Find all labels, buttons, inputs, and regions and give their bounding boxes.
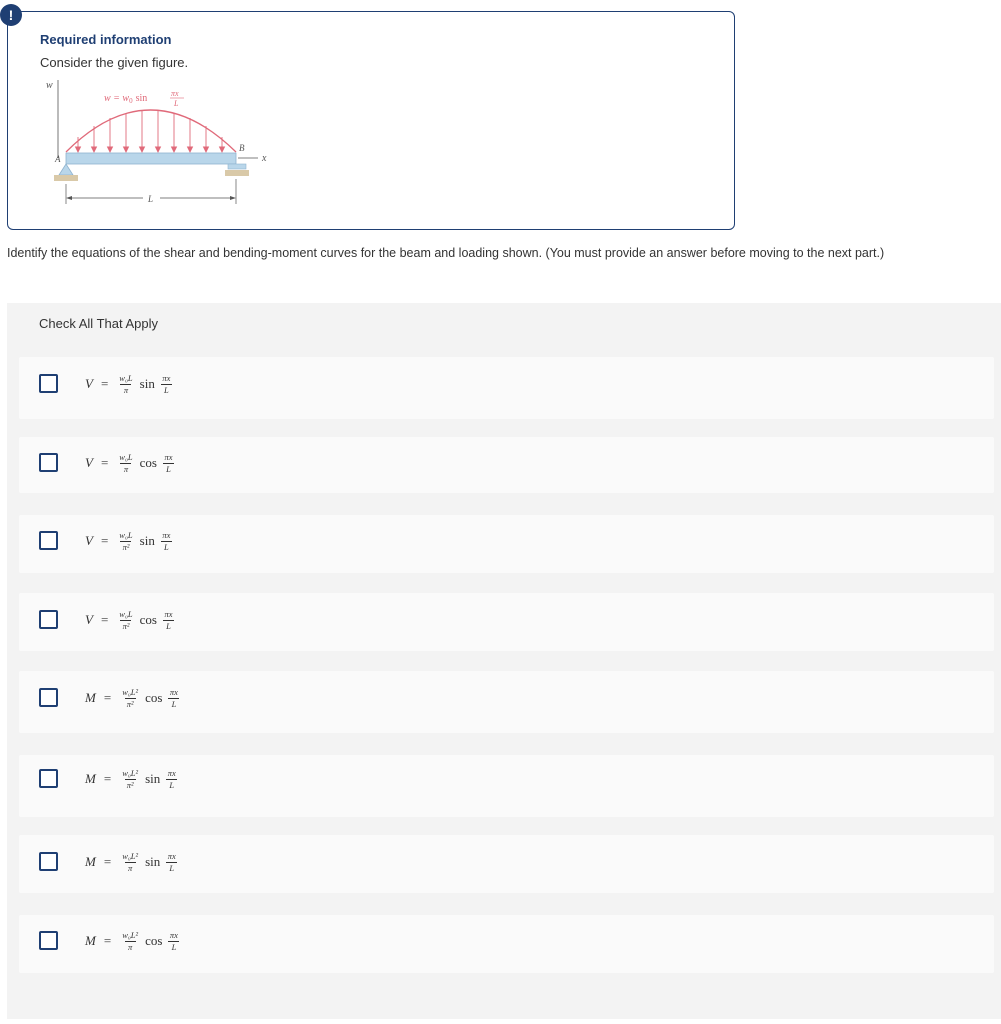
argument-numerator: πx [162,530,171,540]
answer-option[interactable] [19,671,994,733]
equation-variable: M [85,933,96,948]
option-checkbox[interactable] [39,852,58,871]
argument-fraction [166,852,177,872]
coefficient-fraction [121,931,139,951]
load-frac-den: L [174,99,179,108]
coefficient-fraction [118,453,133,473]
equals-sign: = [100,533,109,548]
argument-numerator: πx [167,768,176,778]
required-information-title: Required information [40,32,172,47]
equation-variable: V [85,533,93,548]
exclamation-icon: ! [0,4,22,26]
trig-function: sin [145,854,161,869]
ground-b [225,170,249,176]
label-l: L [148,194,154,204]
equals-sign: = [103,771,112,786]
option-checkbox[interactable] [39,931,58,950]
load-curve [66,110,236,152]
coefficient-denominator: π² [125,779,136,790]
argument-denominator: L [166,779,177,790]
equation-variable: M [85,690,96,705]
argument-numerator: πx [169,930,178,940]
coefficient-denominator: π² [120,541,131,552]
coefficient-denominator: π [125,941,136,952]
argument-denominator: L [166,862,177,873]
option-equation [85,929,179,953]
argument-fraction [168,688,179,708]
coefficient-numerator: w₀L² [122,930,139,940]
pin-support-a [59,164,73,175]
equals-sign: = [103,933,112,948]
coefficient-fraction [121,688,139,708]
trig-function: cos [145,690,163,705]
coefficient-fraction [118,610,133,630]
trig-function: cos [139,612,157,627]
option-equation [85,372,172,396]
answer-option[interactable] [19,437,994,493]
equation-variable: M [85,771,96,786]
argument-denominator: L [168,941,179,952]
option-checkbox[interactable] [39,453,58,472]
argument-denominator: L [161,384,172,395]
option-checkbox[interactable] [39,374,58,393]
equation-variable: V [85,455,93,470]
option-checkbox[interactable] [39,688,58,707]
option-equation [85,608,174,632]
equals-sign: = [103,690,112,705]
equals-sign: = [103,854,112,869]
argument-numerator: πx [164,452,173,462]
answer-option[interactable] [19,755,994,817]
answer-option[interactable] [19,515,994,573]
coefficient-numerator: w₀L [119,452,133,462]
coefficient-numerator: w₀L [119,530,133,540]
equals-sign: = [100,612,109,627]
argument-numerator: πx [167,851,176,861]
argument-fraction [163,610,174,630]
beam [66,153,236,164]
option-checkbox[interactable] [39,610,58,629]
axis-w-label: w [46,80,53,91]
argument-denominator: L [161,541,172,552]
trig-function: sin [139,376,155,391]
coefficient-denominator: π [120,463,131,474]
option-checkbox[interactable] [39,531,58,550]
argument-numerator: πx [169,687,178,697]
answer-option[interactable] [19,593,994,651]
required-information-subtitle: Consider the given figure. [40,55,189,70]
option-equation [85,850,177,874]
coefficient-denominator: π [120,384,131,395]
argument-fraction [161,531,172,551]
trig-function: sin [145,771,161,786]
option-equation [85,451,174,475]
coefficient-numerator: w₀L² [122,768,139,778]
required-information-box [7,11,735,230]
load-arrows [76,110,225,152]
coefficient-numerator: w₀L [119,609,133,619]
coefficient-fraction [121,852,139,872]
coefficient-fraction [118,531,133,551]
trig-function: cos [139,455,157,470]
coefficient-numerator: w₀L² [122,687,139,697]
argument-fraction [161,374,172,394]
check-all-header: Check All That Apply [39,316,158,331]
argument-denominator: L [163,620,174,631]
answer-option[interactable] [19,915,994,973]
label-b: B [239,143,245,153]
equation-variable: V [85,612,93,627]
axis-x-label: x [262,153,267,164]
coefficient-denominator: π² [120,620,131,631]
trig-function: cos [145,933,163,948]
beam-figure [38,74,278,224]
equals-sign: = [100,376,109,391]
trig-function: sin [139,533,155,548]
load-frac-num: πx [171,89,179,98]
coefficient-numerator: w₀L² [122,851,139,861]
argument-fraction [168,931,179,951]
equals-sign: = [100,455,109,470]
answer-option[interactable] [19,835,994,893]
coefficient-fraction [118,374,133,394]
option-checkbox[interactable] [39,769,58,788]
coefficient-denominator: π [125,862,136,873]
coefficient-denominator: π² [125,698,136,709]
argument-numerator: πx [162,373,171,383]
question-text: Identify the equations of the shear and bending-moment curves for the beam and loading shown. (You must provide an answer before moving to the next part.) [7,246,885,260]
argument-numerator: πx [164,609,173,619]
argument-fraction [166,769,177,789]
equation-variable: M [85,854,96,869]
option-equation [85,529,172,553]
argument-denominator: L [168,698,179,709]
option-equation [85,767,177,791]
equation-variable: V [85,376,93,391]
answer-option[interactable] [19,357,994,419]
roller-support-b [228,164,246,169]
load-equation: $w = w_0$ sin [104,93,148,105]
coefficient-fraction [121,769,139,789]
dim-arrow-left [66,196,72,200]
option-equation [85,686,179,710]
dim-arrow-right [230,196,236,200]
argument-denominator: L [163,463,174,474]
label-a: A [55,154,61,164]
argument-fraction [163,453,174,473]
ground-a [54,175,78,181]
coefficient-numerator: w₀L [119,373,133,383]
